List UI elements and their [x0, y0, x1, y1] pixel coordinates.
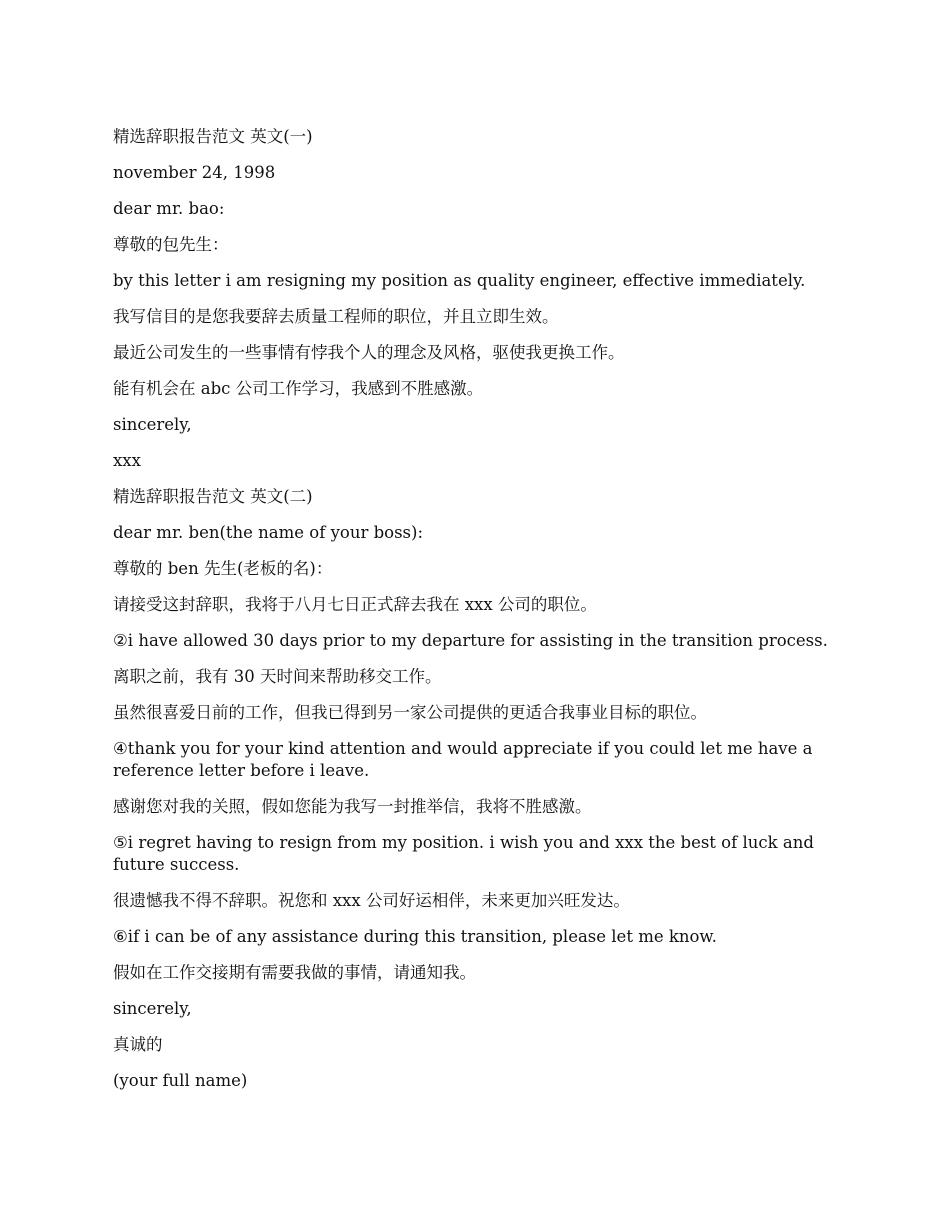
letter2-point4-cn: 感谢您对我的关照，假如您能为我写一封推举信，我将不胜感激。 [113, 797, 592, 816]
letter2-point5-cn: 很遗憾我不得不辞职。祝您和 xxx 公司好运相伴，未来更加兴旺发达。 [113, 891, 630, 910]
letter2-closing-cn: 真诚的 [113, 1035, 163, 1054]
letter2-point3-cn: 虽然很喜爱日前的工作，但我已得到另一家公司提供的更适合我事业目标的职位。 [113, 703, 707, 722]
letter2-point6-en: ⑥if i can be of any assistance during this transition, please let me know. [113, 927, 717, 946]
letter2-salutation: dear mr. ben(the name of your boss): [113, 523, 424, 542]
letter1-heading: 精选辞职报告范文 英文(一) [113, 127, 313, 146]
letter2-closing: sincerely, [113, 999, 192, 1018]
letter2-point2-cn: 离职之前，我有 30 天时间来帮助移交工作。 [113, 667, 442, 686]
letter2-signature: (your full name) [113, 1071, 248, 1090]
letter2-point4-en: ④thank you for your kind attention and would appreciate if you could let me have a reference letter before i leave. [113, 739, 813, 780]
letter2-resign-cn: 请接受这封辞职，我将于八月七日正式辞去我在 xxx 公司的职位。 [113, 595, 597, 614]
letter2-salutation-cn: 尊敬的 ben 先生(老板的名)： [113, 559, 333, 578]
letter1-date: november 24, 1998 [113, 163, 276, 182]
letter2-point5-en: ⑤i regret having to resign from my position. i wish you and xxx the best of luck and future success. [113, 833, 814, 874]
letter1-reason-cn: 最近公司发生的一些事情有悖我个人的理念及风格，驱使我更换工作。 [113, 343, 625, 362]
letter1-salutation-cn: 尊敬的包先生： [113, 235, 229, 254]
letter2-heading: 精选辞职报告范文 英文(二) [113, 487, 313, 506]
document-page [113, 126, 833, 1106]
letter1-thanks-cn: 能有机会在 abc 公司工作学习，我感到不胜感激。 [113, 379, 484, 398]
letter1-salutation: dear mr. bao: [113, 199, 225, 218]
letter1-body-en: by this letter i am resigning my position as quality engineer, effective immediately. [113, 271, 806, 290]
letter2-point2-en: ②i have allowed 30 days prior to my departure for assisting in the transition process. [113, 631, 828, 650]
letter2-point6-cn: 假如在工作交接期有需要我做的事情，请通知我。 [113, 963, 476, 982]
letter1-signature: xxx [113, 451, 141, 470]
letter1-closing: sincerely, [113, 415, 192, 434]
letter1-body-cn: 我写信目的是您我要辞去质量工程师的职位，并且立即生效。 [113, 307, 559, 326]
